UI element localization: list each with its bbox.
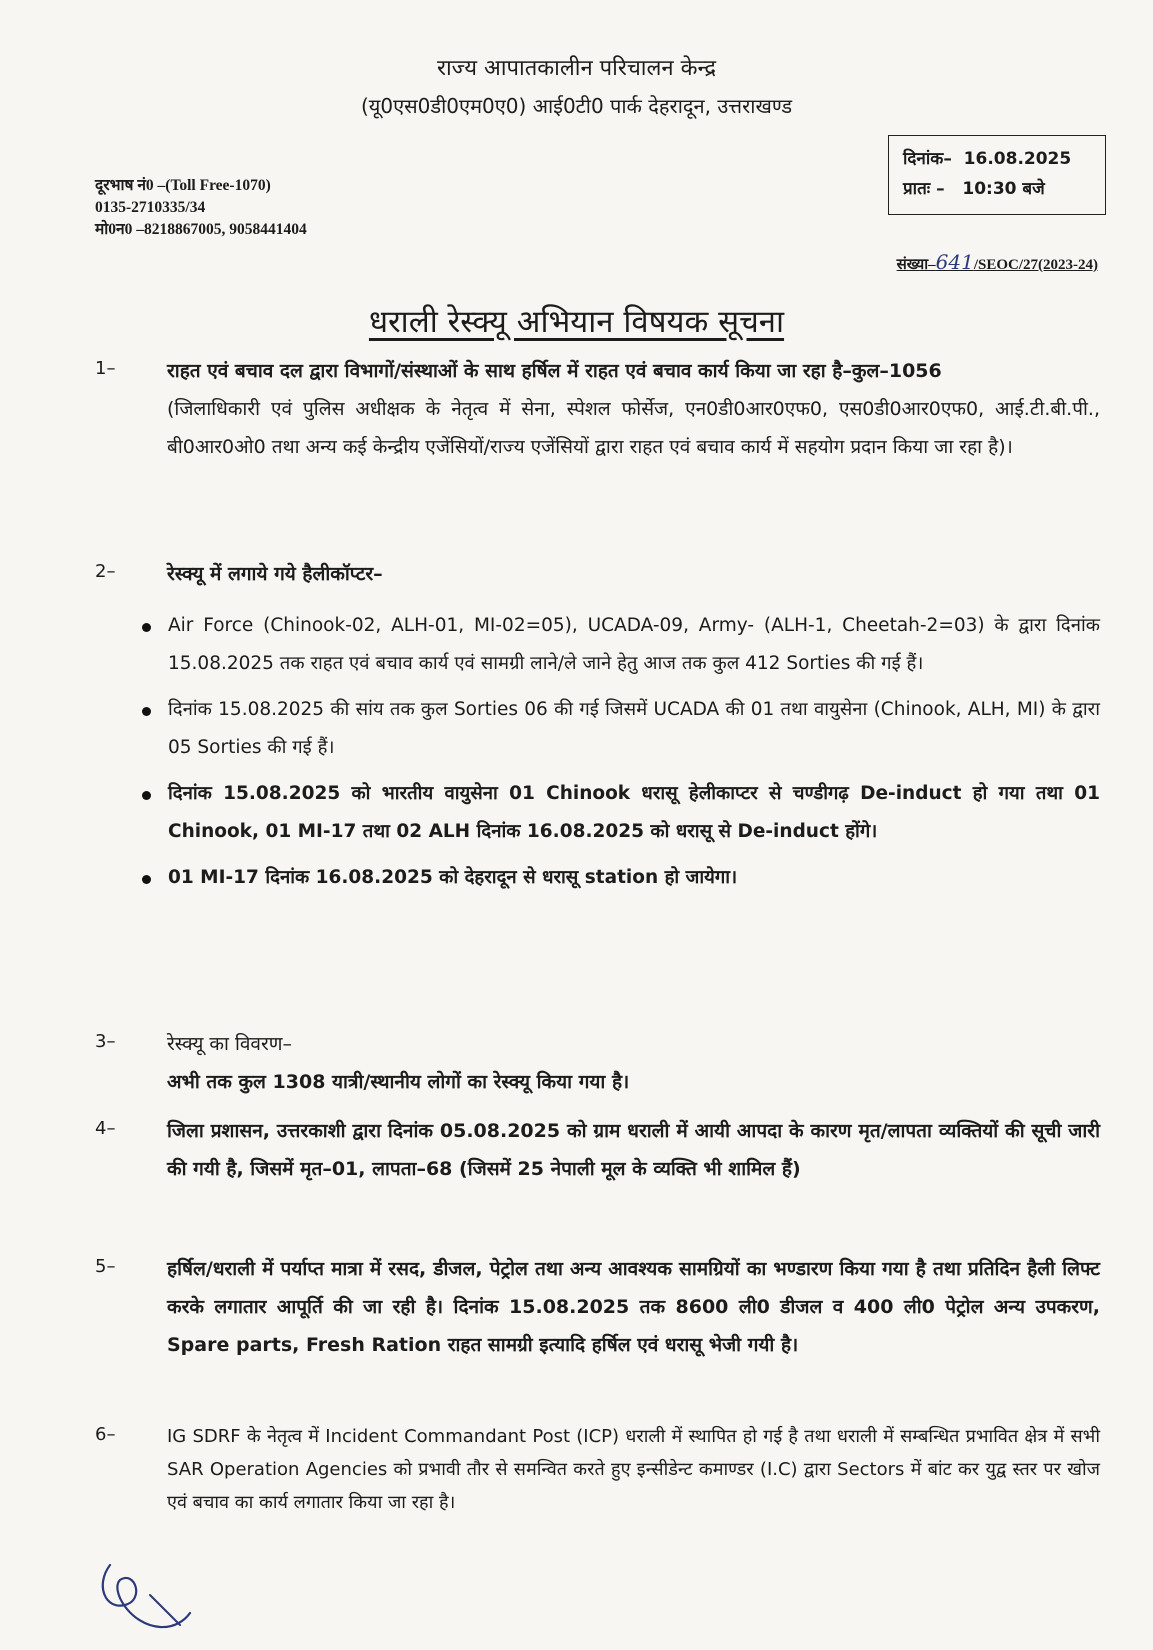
phone-mobile: मो0न0 –8218867005, 9058441404 [95, 221, 307, 238]
list-item [95, 555, 1100, 593]
item-number: 5– [95, 1256, 116, 1277]
item-text: अभी तक कुल 1308 यात्री/स्थानीय लोगों का रेस्क्यू किया गया है। [167, 1071, 630, 1093]
organization-address: (यू0एस0डी0एम0ए0) आई0टी0 पार्क देहरादून, उत्तराखण्ड [360, 94, 793, 118]
bullet-item: 01 MI-17 दिनांक 16.08.2025 को देहरादून से धरासू station हो जायेगा। [138, 859, 1100, 897]
handwritten-signature [90, 1555, 200, 1635]
bullet-item: दिनांक 15.08.2025 को भारतीय वायुसेना 01 Chinook धरासू हेलीकाप्टर से चण्डीगढ़ De-induct हो गया तथा 01 Chinook, 01 MI-17 तथा 02 ALH दिनांक 16.08.2025 को धरासू से De-induct होंगे। [138, 775, 1100, 851]
item-heading: राहत एवं बचाव दल द्वारा विभागों/संस्थाओं के साथ हर्षिल में राहत एवं बचाव कार्य किया जा रहा है–कुल–1056 [167, 360, 942, 382]
reference-prefix: संख्या– [896, 257, 936, 273]
helicopter-bullets [138, 607, 1100, 905]
list-item [95, 1420, 1100, 1519]
time-value: 10:30 बजे [962, 179, 1045, 199]
organization-name: राज्य आपातकालीन परिचालन केन्द्र [436, 56, 717, 81]
time-label: प्रातः – [903, 179, 945, 199]
list-item [95, 1250, 1100, 1364]
item-number: 2– [95, 561, 116, 582]
reference-number [897, 250, 1098, 274]
bullet-dot-icon [142, 791, 151, 800]
contact-block [95, 175, 307, 241]
list-item [95, 352, 1100, 466]
bullet-dot-icon [142, 623, 151, 632]
phone-toll-free: दूरभाष नं0 –(Toll Free-1070) [95, 177, 271, 194]
item-number: 3– [95, 1031, 116, 1052]
item-text: IG SDRF के नेतृत्व में Incident Commandant Post (ICP) धराली में स्थापित हो गई है तथा धराली में सम्बन्धित प्रभावित क्षेत्र में सभी SAR Operation Agencies को प्रभावी तौर से समन्वित करते हुए इन्सीडेन्ट कमाण्डर (I.C) द्वारा Sectors में बांट कर युद्व स्तर पर खोज एवं बचाव का कार्य लगातार किया जा रहा है। [167, 1426, 1100, 1513]
date-value: 16.08.2025 [963, 149, 1072, 169]
list-item [95, 1112, 1100, 1188]
date-time-box [888, 135, 1106, 215]
bullet-item: Air Force (Chinook-02, ALH-01, MI-02=05), UCADA-09, Army- (ALH-1, Cheetah-2=03) के द्वारा दिनांक 15.08.2025 तक राहत एवं बचाव कार्य एवं सामग्री लाने/ले जाने हेतु आज तक कुल 412 Sorties की गई हैं। [138, 607, 1100, 683]
page-title: धराली रेस्क्यू अभियान विषयक सूचना [368, 304, 785, 340]
item-text: हर्षिल/धराली में पर्याप्त मात्रा में रसद, डीजल, पेट्रोल तथा अन्य आवश्यक सामग्रियों का भण्डारण किया गया है तथा प्रतिदिन हैली लिफ्ट करके लगातार आपूर्ति की जा रही है। दिनांक 15.08.2025 तक 8600 ली0 डीजल व 400 ली0 पेट्रोल अन्य उपकरण, Spare parts, Fresh Ration राहत सामग्री इत्यादि हर्षिल एवं धरासू भेजी गयी है। [167, 1258, 1100, 1356]
list-item [95, 1025, 1100, 1101]
bullet-item: दिनांक 15.08.2025 की सांय तक कुल Sorties 06 की गई जिसमें UCADA की 01 तथा वायुसेना (Chinook, ALH, MI) के द्वारा 05 Sorties की गई हैं। [138, 691, 1100, 767]
handwritten-number: 641 [935, 250, 974, 274]
reference-suffix: /SEOC/27(2023-24) [973, 257, 1098, 273]
item-number: 6– [95, 1424, 116, 1445]
item-heading: रेस्क्यू में लगाये गये हैलीकॉप्टर– [167, 563, 383, 585]
item-text: (जिलाधिकारी एवं पुलिस अधीक्षक के नेतृत्व में सेना, स्पेशल फोर्सेज, एन0डी0आर0एफ0, एस0डी0आर0एफ0, आई.टी.बी.पी., बी0आर0ओ0 तथा अन्य कई केन्द्रीय एजेंसियों/राज्य एजेंसियों द्वारा राहत एवं बचाव कार्य में सहयोग प्रदान किया जा रहा है)। [167, 398, 1100, 458]
bullet-dot-icon [142, 875, 151, 884]
item-text: जिला प्रशासन, उत्तरकाशी द्वारा दिनांक 05.08.2025 को ग्राम धराली में आयी आपदा के कारण मृत/लापता व्यक्तियों की सूची जारी की गयी है, जिसमें मृत–01, लापता–68 (जिसमें 25 नेपाली मूल के व्यक्ति भी शामिल हैं) [167, 1120, 1100, 1180]
phone-landline: 0135-2710335/34 [95, 199, 206, 216]
item-number: 4– [95, 1118, 116, 1139]
item-number: 1– [95, 358, 116, 379]
item-heading: रेस्क्यू का विवरण– [167, 1033, 292, 1055]
date-label: दिनांक– [903, 149, 952, 169]
bullet-dot-icon [142, 707, 151, 716]
